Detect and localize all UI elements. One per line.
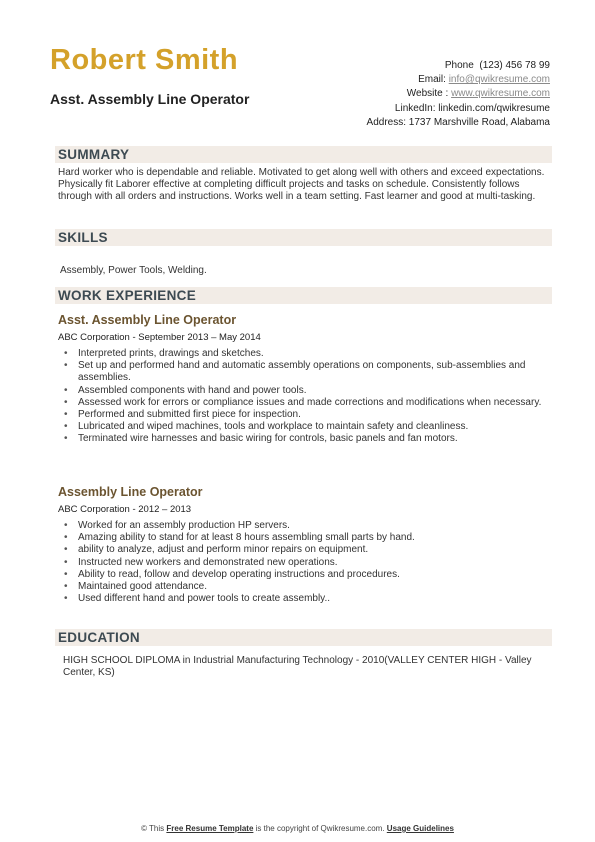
- contact-phone: Phone (123) 456 78 99: [444, 60, 550, 71]
- list-item: • Interpreted prints, drawings and sketches.: [62, 348, 552, 360]
- education-section-header: [55, 629, 552, 646]
- job-1-role: Asst. Assembly Line Operator: [58, 313, 237, 327]
- website-link[interactable]: www.qwikresume.com: [451, 88, 550, 100]
- list-item: • Assessed work for errors or compliance issues and made corrections and modifications when necessary.: [62, 397, 552, 409]
- skills-heading: SKILLS: [58, 230, 108, 245]
- list-item: • Instructed new workers and demonstrated new operations.: [62, 557, 552, 569]
- list-item: • Worked for an assembly production HP servers.: [62, 520, 552, 532]
- list-item: • Lubricated and wiped machines, tools and workplace to maintain safety and cleanliness.: [62, 421, 552, 433]
- list-item: • Terminated wire harnesses and basic wiring for controls, basic panels and fan motors.: [62, 433, 552, 445]
- job-2-role: Assembly Line Operator: [58, 485, 203, 499]
- footer: © This Free Resume Template is the copyright of Qwikresume.com. Usage Guidelines: [141, 824, 454, 833]
- list-item: • Maintained good attendance.: [62, 581, 552, 593]
- list-item: • Set up and performed hand and automatic assembly operations on components, sub-assemblies and assemblies.: [62, 360, 552, 384]
- job-1-company: ABC Corporation - September 2013 – May 2014: [58, 332, 261, 343]
- summary-section-header: [55, 146, 552, 163]
- contact-address: Address: 1737 Marshville Road, Alabama: [366, 116, 550, 128]
- education-text: HIGH SCHOOL DIPLOMA in Industrial Manufacturing Technology - 2010(VALLEY CENTER HIGH - Valley Center, KS): [63, 655, 532, 679]
- list-item: • ability to analyze, adjust and perform minor repairs on equipment.: [62, 544, 552, 556]
- contact-block: [367, 59, 550, 130]
- skills-text: Assembly, Power Tools, Welding.: [60, 265, 207, 276]
- email-link[interactable]: info@qwikresume.com: [448, 74, 550, 86]
- list-item: • Amazing ability to stand for at least 8 hours assembling small parts by hand.: [62, 532, 552, 544]
- free-resume-template-link[interactable]: Free Resume Template: [166, 824, 254, 833]
- education-heading: EDUCATION: [58, 630, 140, 645]
- summary-heading: SUMMARY: [58, 147, 130, 162]
- job-1-bullets: [62, 348, 552, 446]
- list-item: • Ability to read, follow and develop operating instructions and procedures.: [62, 569, 552, 581]
- job-2-company: ABC Corporation - 2012 – 2013: [58, 504, 192, 515]
- contact-linkedin: LinkedIn: linkedin.com/qwikresume: [394, 102, 550, 114]
- job-2-bullets: [62, 520, 552, 605]
- contact-email: Email: info@qwikresume.com: [418, 74, 550, 86]
- skills-section-header: [55, 229, 552, 246]
- list-item: • Used different hand and power tools to create assembly..: [62, 593, 552, 605]
- list-item: • Performed and submitted first piece for inspection.: [62, 409, 552, 421]
- list-item: • Assembled components with hand and power tools.: [62, 385, 552, 397]
- contact-website: Website : www.qwikresume.com: [406, 88, 550, 100]
- experience-section-header: [55, 287, 552, 304]
- candidate-name: Robert Smith: [50, 44, 239, 76]
- usage-guidelines-link[interactable]: Usage Guidelines: [386, 824, 454, 833]
- summary-text: Hard worker who is dependable and reliable. Motivated to get along well with others and exceed expectations. Physically fit Laborer effective at completing difficult projects and tasks on schedule. Consistently follows through with all orders and instructions. Works well in a team setting. Fast learner and good at multi-tasking.: [58, 167, 545, 203]
- experience-heading: WORK EXPERIENCE: [58, 288, 197, 303]
- candidate-title: Asst. Assembly Line Operator: [50, 91, 250, 107]
